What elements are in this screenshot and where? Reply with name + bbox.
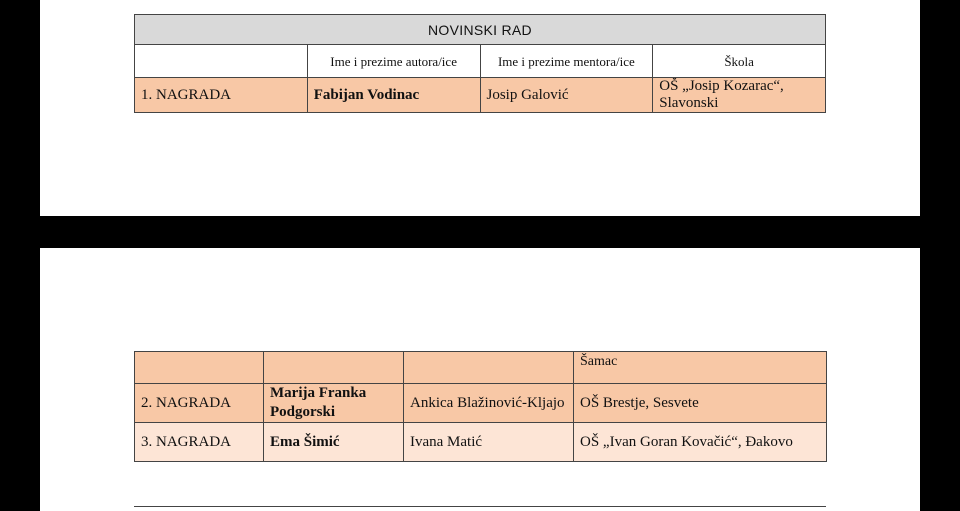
table-row	[135, 78, 826, 113]
school-cell: OŠ „Ivan Goran Kovačić“, Đakovo	[574, 423, 827, 462]
prize-cell: 1. NAGRADA	[135, 78, 308, 113]
header-prize	[135, 45, 308, 78]
author-cell	[264, 352, 404, 384]
table-title-row	[135, 15, 826, 45]
prize-cell: 3. NAGRADA	[135, 423, 264, 462]
table-row	[135, 384, 827, 423]
table-row	[135, 352, 827, 384]
awards-table-continued	[134, 351, 827, 462]
table-header-row	[135, 45, 826, 78]
header-school: Škola	[653, 45, 826, 78]
prize-cell: 2. NAGRADA	[135, 384, 264, 423]
mentor-cell: Josip Galović	[480, 78, 653, 113]
prize-cell	[135, 352, 264, 384]
document-page-top	[40, 0, 920, 216]
author-cell: Marija Franka Podgorski	[264, 384, 404, 423]
table-row	[135, 423, 827, 462]
header-author: Ime i prezime autora/ice	[307, 45, 480, 78]
table-title: NOVINSKI RAD	[135, 15, 826, 45]
awards-table-novinski-rad	[134, 14, 826, 113]
school-cell: OŠ Brestje, Sesvete	[574, 384, 827, 423]
mentor-cell: Ivana Matić	[404, 423, 574, 462]
mentor-cell: Ankica Blažinović-Kljajo	[404, 384, 574, 423]
school-cell: Šamac	[574, 352, 827, 384]
author-cell: Fabijan Vodinac	[307, 78, 480, 113]
mentor-cell	[404, 352, 574, 384]
document-page-bottom	[40, 248, 920, 511]
next-table-top-border	[134, 506, 826, 511]
school-cell: OŠ „Josip Kozarac“, Slavonski	[653, 78, 826, 113]
header-mentor: Ime i prezime mentora/ice	[480, 45, 653, 78]
author-cell: Ema Šimić	[264, 423, 404, 462]
